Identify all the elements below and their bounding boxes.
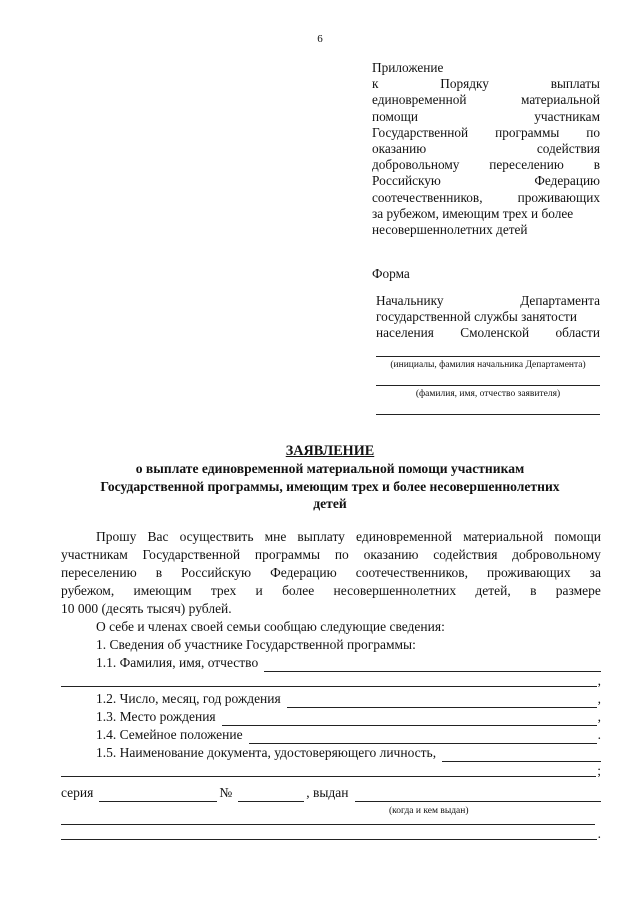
field-full-name-label: 1.1. Фамилия, имя, отчество: [96, 655, 259, 670]
appendix-word: проживающих: [517, 189, 600, 205]
addressee-word: области: [555, 325, 600, 341]
request-word: соотечественников,: [355, 565, 468, 580]
appendix-word: участникам: [534, 108, 600, 124]
request-word: Прошу: [96, 529, 137, 544]
request-last-line: 10 000 (десять тысяч) рублей.: [61, 601, 232, 616]
request-word: мне: [264, 529, 287, 544]
punct-comma: ,: [597, 691, 601, 706]
request-word: более: [282, 583, 315, 598]
request-word: по: [334, 547, 349, 562]
field-birthdate-label: 1.2. Число, месяц, год рождения: [96, 691, 281, 706]
request-line: [61, 546, 601, 564]
issued-caption-row: [61, 802, 601, 818]
request-word: Федерацию: [270, 565, 337, 580]
field-birthplace-row: [61, 708, 601, 726]
number-input[interactable]: [238, 788, 304, 802]
section-1-heading: 1. Сведения об участнике Государственной программы:: [96, 637, 416, 652]
request-word: за: [589, 565, 601, 580]
page-number: 6: [317, 33, 323, 45]
request-word: программы: [254, 547, 321, 562]
request-word: содействия: [433, 547, 498, 562]
appendix-word: единовременной: [372, 92, 467, 108]
field-id-document-row: [61, 744, 601, 762]
form-label: Форма: [372, 266, 410, 281]
request-word: в: [530, 583, 537, 598]
id-document-continuation-row: [61, 762, 601, 780]
addressee-line: [376, 293, 600, 309]
appendix-word: соотечественников,: [372, 189, 483, 205]
request-word: осуществить: [179, 529, 254, 544]
request-word: в: [155, 565, 163, 580]
appendix-word: материальной: [521, 92, 600, 108]
request-line: [61, 528, 601, 546]
request-word: материальной: [463, 529, 544, 544]
issued-continuation-row-2: [61, 825, 601, 843]
request-word: добровольному: [512, 547, 601, 562]
request-word: переселению: [61, 565, 137, 580]
appendix-word: программы: [495, 124, 560, 140]
appendix-word: несовершеннолетних детей: [372, 222, 528, 238]
head-signature-field[interactable]: [376, 356, 600, 370]
punct-semicolon: ;: [597, 763, 601, 778]
title-line: о выплате единовременной материальной помощи участникам: [135, 461, 525, 477]
appendix-word: в: [593, 157, 600, 173]
appendix-word: Приложение: [372, 60, 444, 75]
request-word: трех: [210, 583, 237, 598]
appendix-word: содействия: [536, 141, 600, 157]
appendix-line: [372, 125, 600, 141]
request-paragraph: [61, 528, 601, 843]
appendix-word: по: [586, 124, 600, 140]
birthdate-input[interactable]: [287, 694, 597, 708]
request-word: единовременной: [356, 529, 452, 544]
request-line: [61, 564, 601, 582]
title-line: детей: [313, 495, 347, 511]
intro-text: О себе и членах своей семьи сообщаю следующие сведения:: [96, 619, 445, 634]
issued-label: , выдан: [306, 785, 349, 800]
document-title: [60, 442, 600, 512]
punct-comma: ,: [597, 673, 601, 688]
request-word: оказанию: [363, 547, 419, 562]
field-marital-row: [61, 726, 601, 744]
request-word: участникам: [61, 547, 128, 562]
applicant-name-caption: (фамилия, имя, отчество заявителя): [415, 389, 561, 399]
id-document-input[interactable]: [442, 748, 601, 762]
request-line: [61, 582, 601, 600]
addressee-block: [376, 293, 600, 342]
request-word: Вас: [147, 529, 169, 544]
title-main: ЗАЯВЛЕНИЕ: [285, 443, 375, 459]
request-word: выплату: [297, 529, 345, 544]
appendix-word: Порядку: [440, 76, 489, 92]
issued-caption: (когда и кем выдан): [389, 806, 469, 816]
appendix-line: [372, 190, 600, 206]
issued-input[interactable]: [355, 788, 601, 802]
issued-continuation-line-2[interactable]: [61, 839, 597, 840]
full-name-continuation-line[interactable]: [61, 686, 597, 687]
full-name-input[interactable]: [264, 658, 601, 672]
addressee-word: Начальнику: [376, 293, 444, 308]
field-birthplace-label: 1.3. Место рождения: [96, 709, 216, 724]
id-document-continuation-line[interactable]: [61, 776, 596, 777]
head-name-line[interactable]: [376, 356, 600, 357]
appendix-line: [372, 92, 600, 108]
applicant-name-line[interactable]: [376, 385, 600, 386]
appendix-block: [372, 60, 600, 238]
marital-status-input[interactable]: [249, 730, 597, 744]
number-label: №: [219, 785, 233, 800]
request-word: рубежом,: [61, 583, 115, 598]
series-label: серия: [61, 785, 94, 800]
appendix-line: [372, 76, 600, 92]
appendix-line: [372, 157, 600, 173]
applicant-extra-field[interactable]: [376, 414, 600, 415]
appendix-word: выплаты: [550, 76, 600, 92]
request-word: имеющим: [133, 583, 192, 598]
request-word: и: [255, 583, 263, 598]
appendix-line: [372, 206, 600, 222]
appendix-word: переселению: [489, 157, 564, 173]
appendix-word: Государственной: [372, 124, 469, 140]
addressee-word: населения: [376, 325, 434, 341]
appendix-line: [372, 141, 600, 157]
request-word: проживающих: [486, 565, 571, 580]
birthplace-input[interactable]: [222, 712, 597, 726]
appendix-word: к: [372, 76, 379, 92]
appendix-word: за рубежом, имеющим трех и более: [372, 205, 574, 221]
addressee-line: [376, 309, 600, 325]
field-full-name-row: [61, 654, 601, 672]
field-birthdate-row: [61, 690, 601, 708]
appendix-word: оказанию: [372, 141, 427, 157]
request-word: детей,: [475, 583, 511, 598]
addressee-word: Смоленской: [460, 325, 530, 341]
title-line: Государственной программы, имеющим трех и более несовершеннолетних: [100, 478, 560, 494]
request-word: несовершеннолетних: [333, 583, 457, 598]
field-marital-label: 1.4. Семейное положение: [96, 727, 243, 742]
appendix-line: [372, 222, 600, 238]
doc-details-row: [61, 784, 601, 802]
request-word: Государственной: [142, 547, 241, 562]
request-word: Российскую: [181, 565, 252, 580]
appendix-word: Российскую: [372, 173, 441, 189]
addressee-word: государственной службы занятости: [376, 309, 577, 325]
appendix-word: Федерацию: [534, 173, 600, 189]
punct-period: .: [597, 826, 601, 841]
field-id-document-label: 1.5. Наименование документа, удостоверяющего личность,: [96, 745, 437, 760]
appendix-line: [372, 173, 600, 189]
series-input[interactable]: [99, 788, 217, 802]
addressee-word: Департамента: [520, 293, 600, 308]
request-word: размере: [555, 583, 601, 598]
head-name-caption: (инициалы, фамилия начальника Департамента): [390, 360, 586, 370]
full-name-continuation-row: [61, 672, 601, 690]
punct-period: .: [597, 727, 601, 742]
request-word: помощи: [554, 529, 601, 544]
addressee-line: [376, 325, 600, 341]
appendix-line: [372, 109, 600, 125]
punct-comma: ,: [597, 709, 601, 724]
appendix-word: добровольному: [372, 157, 460, 173]
applicant-extra-line[interactable]: [376, 414, 600, 415]
appendix-line: [372, 60, 600, 76]
applicant-name-field[interactable]: [376, 385, 600, 399]
appendix-word: помощи: [372, 108, 418, 124]
